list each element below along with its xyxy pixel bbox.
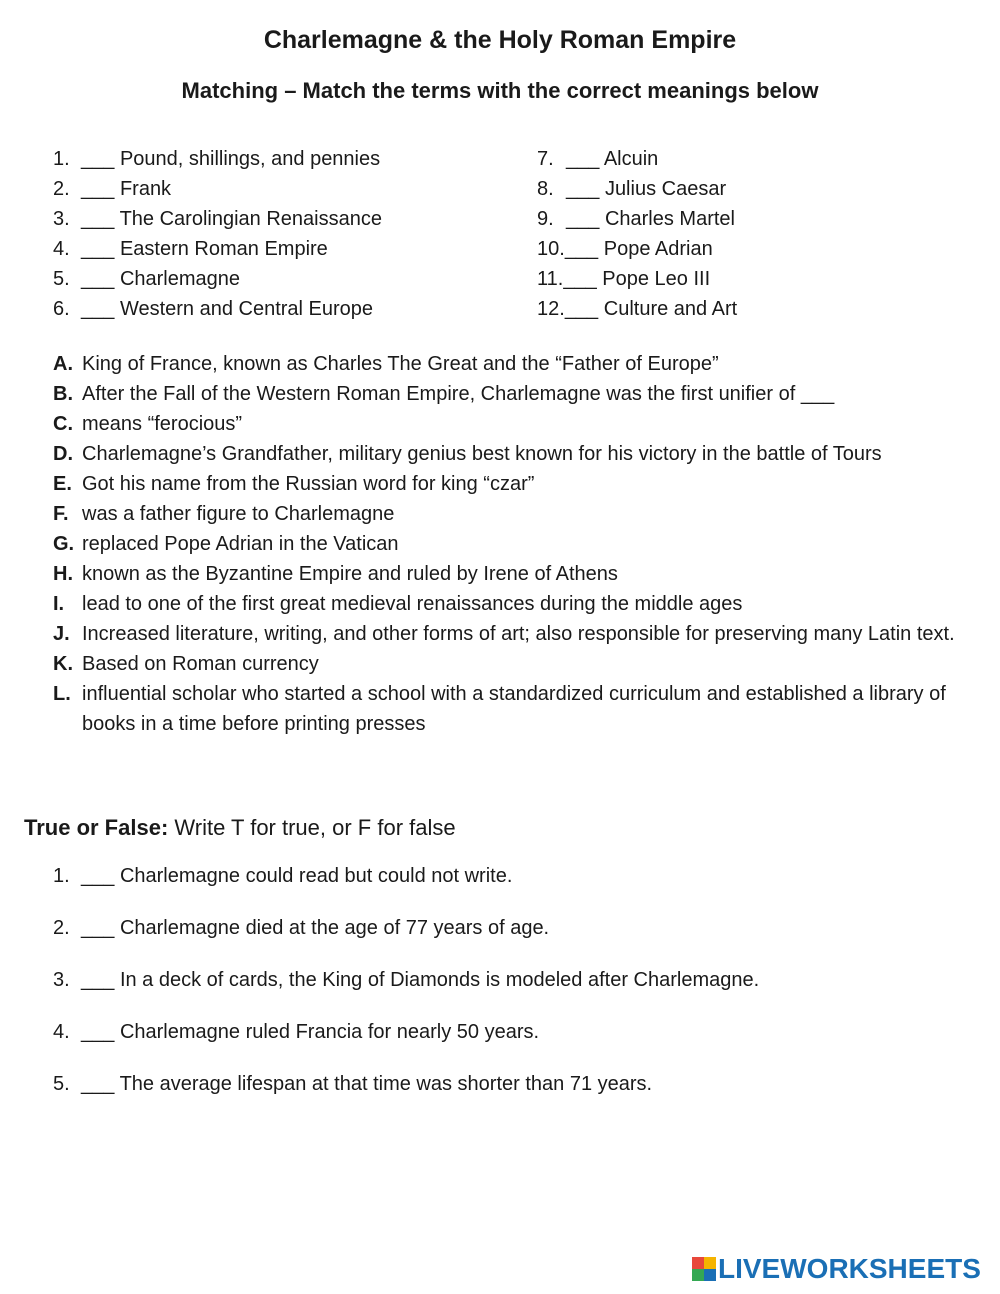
definition-text: replaced Pope Adrian in the Vatican	[82, 533, 399, 555]
terms-column-right	[537, 144, 737, 324]
definition-item	[53, 619, 983, 649]
answer-blank[interactable]: ___	[564, 238, 599, 260]
term-item	[53, 264, 382, 294]
definition-text: was a father figure to Charlemagne	[82, 503, 395, 525]
definition-item	[53, 469, 983, 499]
terms-column-left	[53, 144, 382, 324]
term-text: The Carolingian Renaissance	[119, 208, 382, 230]
definition-letter: E.	[53, 473, 72, 495]
answer-blank[interactable]: ___	[81, 969, 115, 991]
term-text: Charles Martel	[604, 208, 735, 230]
definition-item	[53, 679, 983, 739]
liveworksheets-logo-icon	[692, 1257, 716, 1281]
term-item	[537, 204, 737, 234]
definition-text: influential scholar who started a school with a standardized curriculum and established a library of books in a time before printing presses	[82, 683, 946, 735]
definition-item	[53, 529, 983, 559]
term-text: Pope Leo III	[602, 268, 711, 290]
definition-text: means “ferocious”	[82, 413, 243, 435]
answer-blank[interactable]: ___	[81, 917, 115, 939]
term-number: 12.	[537, 298, 565, 320]
definition-item	[53, 439, 983, 469]
definition-text: King of France, known as Charles The Great and the “Father of Europe”	[82, 353, 719, 375]
answer-blank[interactable]: ___	[81, 1073, 115, 1095]
answer-blank[interactable]: ___	[81, 178, 115, 200]
answer-blank[interactable]: ___	[81, 268, 115, 290]
term-item	[537, 264, 737, 294]
definition-letter: D.	[53, 443, 73, 465]
answer-blank[interactable]: ___	[81, 208, 115, 230]
answer-blank[interactable]: ___	[566, 208, 600, 230]
term-text: Eastern Roman Empire	[119, 238, 328, 260]
item-number: 1.	[53, 865, 70, 887]
definition-item	[53, 379, 983, 409]
answer-blank[interactable]: ___	[81, 298, 115, 320]
definition-letter: K.	[53, 653, 73, 675]
definition-letter: I.	[53, 593, 65, 615]
term-number: 2.	[53, 178, 70, 200]
page-title: Charlemagne & the Holy Roman Empire	[263, 26, 737, 54]
logo-text: LIVEWORKSHEETS	[718, 1253, 981, 1284]
logo-square	[692, 1269, 704, 1281]
true-false-item	[53, 1017, 759, 1069]
term-number: 5.	[53, 268, 70, 290]
true-false-label: True or False:	[24, 815, 169, 840]
true-false-item	[53, 861, 759, 913]
term-item	[537, 234, 737, 264]
answer-blank[interactable]: ___	[81, 238, 115, 260]
definition-text: Based on Roman currency	[82, 653, 319, 675]
item-number: 2.	[53, 917, 70, 939]
definition-item	[53, 409, 983, 439]
term-text: Culture and Art	[603, 298, 738, 320]
definition-letter: L.	[53, 683, 71, 705]
matching-instructions: Matching – Match the terms with the correct meanings below	[181, 78, 819, 103]
statement-text: Charlemagne could read but could not write.	[119, 865, 513, 887]
term-item	[53, 204, 382, 234]
answer-blank[interactable]: ___	[81, 1021, 115, 1043]
definition-item	[53, 499, 983, 529]
term-text: Julius Caesar	[604, 178, 727, 200]
definition-letter: C.	[53, 413, 73, 435]
true-false-item	[53, 1069, 759, 1121]
term-text: Alcuin	[603, 148, 659, 170]
definition-item	[53, 349, 983, 379]
liveworksheets-logo[interactable]	[692, 1254, 981, 1284]
definition-letter: H.	[53, 563, 73, 585]
term-item	[53, 174, 382, 204]
term-item	[537, 144, 737, 174]
item-number: 4.	[53, 1021, 70, 1043]
true-false-heading	[24, 815, 456, 841]
definition-text: Got his name from the Russian word for king “czar”	[82, 473, 535, 495]
answer-blank[interactable]: ___	[566, 148, 600, 170]
logo-square	[692, 1257, 704, 1269]
definition-letter: G.	[53, 533, 75, 555]
definition-text: lead to one of the first great medieval renaissances during the middle ages	[82, 593, 743, 615]
definition-item	[53, 649, 983, 679]
definition-text: Increased literature, writing, and other forms of art; also responsible for preserving many Latin text.	[82, 623, 955, 645]
term-number: 6.	[53, 298, 70, 320]
answer-blank[interactable]: ___	[81, 865, 115, 887]
item-number: 5.	[53, 1073, 70, 1095]
item-number: 3.	[53, 969, 70, 991]
term-number: 10.	[537, 238, 565, 260]
term-number: 7.	[537, 148, 554, 170]
term-number: 8.	[537, 178, 554, 200]
true-false-list	[53, 861, 759, 1121]
term-item	[53, 294, 382, 324]
answer-blank[interactable]: ___	[563, 268, 597, 290]
definitions-list	[53, 349, 983, 739]
definition-letter: B.	[53, 383, 73, 405]
definition-letter: F.	[53, 503, 69, 525]
answer-blank[interactable]: ___	[566, 178, 600, 200]
true-false-instruction: Write T for true, or F for false	[174, 815, 456, 840]
term-text: Charlemagne	[119, 268, 241, 290]
term-number: 1.	[53, 148, 70, 170]
true-false-item	[53, 913, 759, 965]
term-number: 11.	[537, 268, 564, 290]
definition-text: known as the Byzantine Empire and ruled by Irene of Athens	[82, 563, 618, 585]
true-false-item	[53, 965, 759, 1017]
logo-square	[704, 1257, 716, 1269]
statement-text: Charlemagne died at the age of 77 years of age.	[119, 917, 550, 939]
statement-text: In a deck of cards, the King of Diamonds is modeled after Charlemagne.	[119, 969, 760, 991]
term-text: Frank	[119, 178, 172, 200]
definition-letter: A.	[53, 353, 73, 375]
term-text: Western and Central Europe	[119, 298, 374, 320]
statement-text: The average lifespan at that time was shorter than 71 years.	[119, 1073, 653, 1095]
definition-letter: J.	[53, 623, 70, 645]
answer-blank[interactable]: ___	[564, 298, 599, 320]
statement-text: Charlemagne ruled Francia for nearly 50 years.	[119, 1021, 540, 1043]
definition-item	[53, 589, 983, 619]
definition-text: Charlemagne’s Grandfather, military genius best known for his victory in the battle of Tours	[82, 443, 882, 465]
term-number: 9.	[537, 208, 554, 230]
term-item	[53, 234, 382, 264]
term-text: Pound, shillings, and pennies	[119, 148, 381, 170]
term-number: 4.	[53, 238, 70, 260]
definition-item	[53, 559, 983, 589]
definition-text: After the Fall of the Western Roman Empire, Charlemagne was the first unifier of ___	[82, 383, 835, 405]
term-item	[537, 174, 737, 204]
term-text: Pope Adrian	[603, 238, 713, 260]
term-number: 3.	[53, 208, 70, 230]
logo-square	[704, 1269, 716, 1281]
term-item	[53, 144, 382, 174]
answer-blank[interactable]: ___	[81, 148, 115, 170]
term-item	[537, 294, 737, 324]
